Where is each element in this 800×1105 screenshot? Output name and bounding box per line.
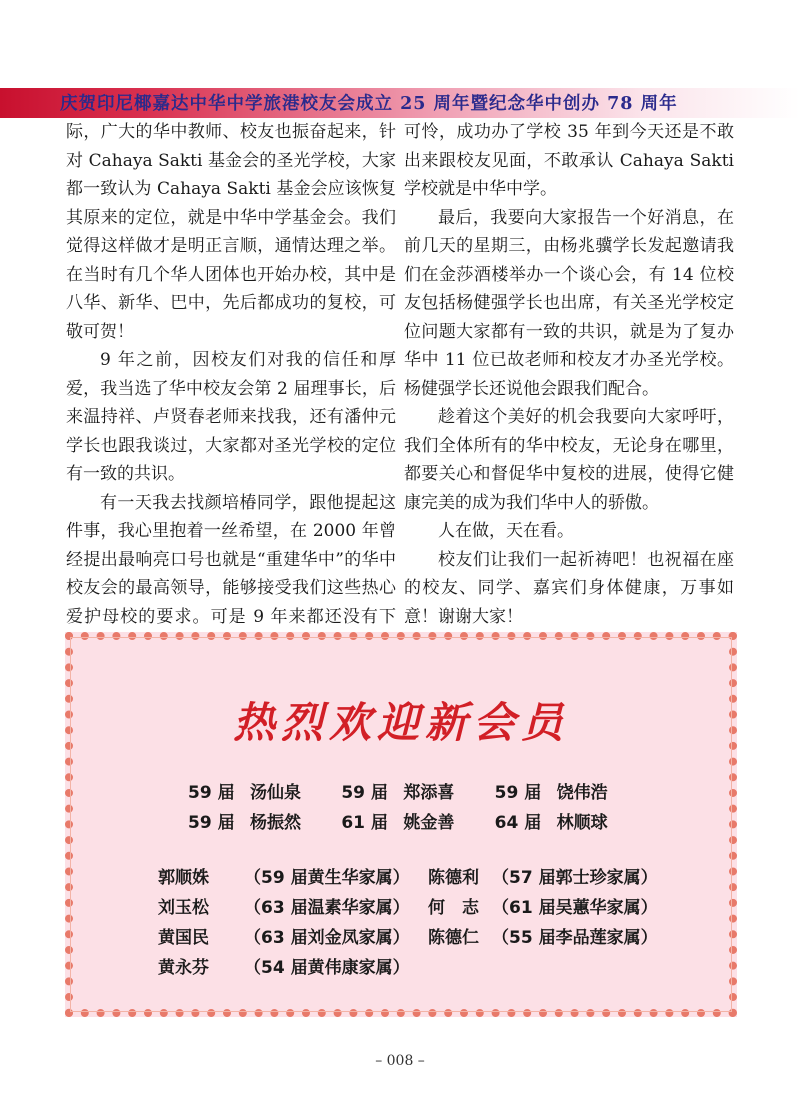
member-list [188, 775, 648, 835]
member-row [188, 775, 648, 805]
new-members-title: 热烈欢迎新会员 [232, 698, 569, 747]
page-header-title: 庆贺印尼椰嘉达中华中学旅港校友会成立 25 周年暨纪念华中创办 78 周年 [60, 94, 678, 114]
member-name: 林顺球 [556, 812, 608, 833]
member-class: 61 届 [341, 812, 388, 833]
family-name: 郭顺姝 [158, 867, 209, 888]
member-name: 汤仙泉 [250, 782, 301, 803]
article-paragraph: 可怜，成功办了学校 35 年到今天还是不敢出来跟校友见面，不敢承认 Cahaya Sakti 学校就是中华中学。 [404, 122, 734, 199]
member-entry [341, 808, 494, 833]
member-name: 姚金善 [403, 812, 455, 833]
family-row [158, 890, 718, 920]
member-class: 59 届 [494, 782, 542, 803]
family-entry [428, 923, 708, 948]
member-entry [495, 778, 648, 803]
family-entry [158, 953, 428, 978]
article-paragraph: 校友们让我们一起祈祷吧！也祝福在座的校友、同学、嘉宾们身体健康，万事如意！谢谢大家！ [404, 549, 734, 627]
member-entry [188, 808, 341, 833]
family-entry [158, 893, 428, 918]
family-entry [428, 863, 708, 888]
family-row [158, 860, 718, 890]
family-name: 何 志 [428, 897, 479, 918]
article-paragraph: 际，广大的华中教师、校友也振奋起来，针对 Cahaya Sakti 基金会的圣光学校，大家都一致认为 Cahaya Sakti 基金会应该恢复其原来的定位，就是中华中学基金会。我们觉得这样做才是明正言顺，通情达理之举。在当时有几个华人团体也开始办校，其中是八华、新华、巴中，先后都成功的复校，可敬可贺！ [66, 122, 396, 342]
member-name: 郑添喜 [403, 782, 455, 803]
article-paragraph: 人在做，天在看。 [438, 521, 574, 541]
new-members-panel [65, 632, 737, 1017]
family-relation: （63 届温素华家属） [244, 897, 410, 918]
family-member-list [158, 860, 718, 980]
member-entry [188, 778, 341, 803]
family-relation: （61 届吴蕙华家属） [492, 897, 658, 918]
article-column-right [404, 118, 734, 631]
family-relation: （54 届黄伟康家属） [244, 957, 410, 978]
member-class: 64 届 [494, 812, 542, 833]
member-class: 59 届 [341, 782, 388, 803]
family-name: 黄永芬 [158, 957, 209, 978]
family-row [158, 950, 718, 980]
article-paragraph: 有一天我去找颜培椿同学，跟他提起这件事，我心里抱着一丝希望，在 2000 年曾经提出最响亮口号也就是“重建华中”的华中校友会的最高领导，能够接受我们这些热心爱护母校的要求。可是 9 年来都还没有下 [66, 492, 396, 627]
family-relation: （55 届李品莲家属） [492, 927, 658, 948]
member-name: 杨振然 [250, 812, 301, 833]
family-relation: （57 届郭士珍家属） [492, 867, 658, 888]
member-entry [341, 778, 494, 803]
family-entry [158, 863, 428, 888]
family-entry [158, 923, 428, 948]
member-entry [495, 808, 648, 833]
family-row [158, 920, 718, 950]
family-name: 刘玉松 [158, 897, 209, 918]
member-name: 饶伟浩 [556, 782, 608, 803]
article-column-left [66, 118, 396, 688]
family-name: 陈德仁 [428, 927, 479, 948]
article-paragraph: 最后，我要向大家报告一个好消息，在前几天的星期三，由杨兆骥学长发起邀请我们在金莎酒楼举办一个谈心会，有 14 位校友包括杨健强学长也出席，有关圣光学校定位问题大家都有一致的共识，就是为了复办华中 11 位已故老师和校友才办圣光学校。杨健强学长还说他会跟我们配合。 [404, 207, 734, 399]
article-paragraph: 趁着这个美好的机会我要向大家呼吁，我们全体所有的华中校友，无论身在哪里，都要关心和督促华中复校的进展，使得它健康完美的成为我们华中人的骄傲。 [404, 407, 734, 513]
family-entry [428, 893, 708, 918]
family-name: 陈德利 [428, 867, 479, 888]
member-class: 59 届 [188, 812, 235, 833]
page-number: – 008 – [375, 1053, 425, 1069]
family-name: 黄国民 [158, 927, 209, 948]
article-paragraph: 9 年之前，因校友们对我的信任和厚爱，我当选了华中校友会第 2 届理事长，后来温持祥、卢贤春老师来找我，还有潘仲元学长也跟我谈过，大家都对圣光学校的定位有一致的共识。 [66, 350, 396, 484]
family-relation: （63 届刘金凤家属） [244, 927, 410, 948]
member-class: 59 届 [188, 782, 235, 803]
member-row [188, 805, 648, 835]
family-relation: （59 届黄生华家属） [244, 867, 410, 888]
